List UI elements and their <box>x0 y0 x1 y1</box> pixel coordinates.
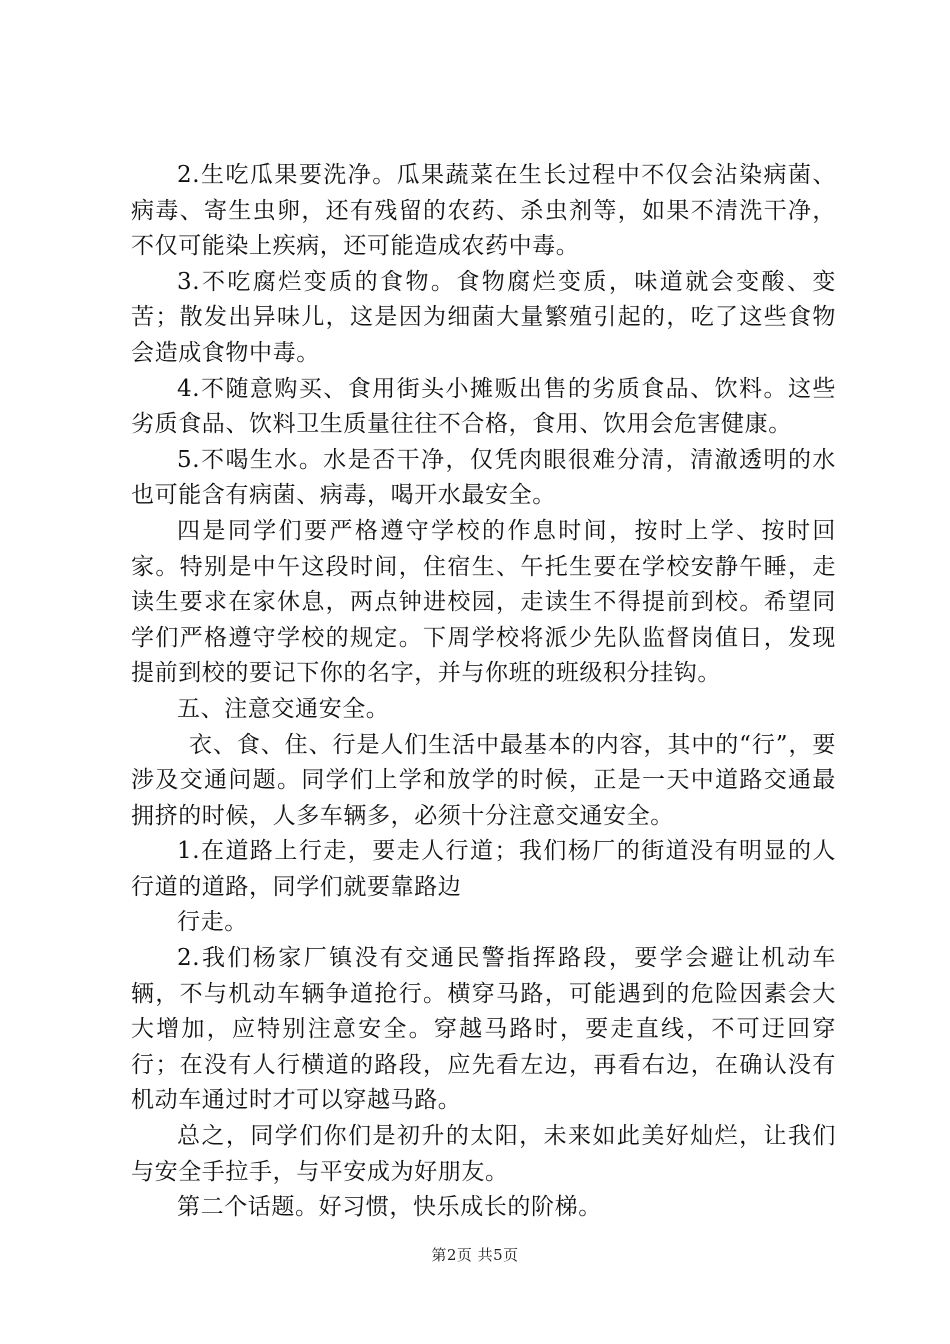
section-heading-traffic-safety: 五、注意交通安全。 <box>177 695 390 722</box>
paragraph-street-food: 4.不随意购买、食用街头小摊贩出售的劣质食品、饮料。这些劣质食品、饮料卫生质量往往不合格，食用、饮用会危害健康。 <box>131 375 836 438</box>
paragraph-raw-fruit: 2.生吃瓜果要洗净。瓜果蔬菜在生长过程中不仅会沾染病菌、病毒、寄生虫卵，还有残留的农药、杀虫剂等，如果不清洗干净，不仅可能染上疾病，还可能造成农药中毒。 <box>131 162 836 260</box>
paragraph-raw-water: 5.不喝生水。水是否干净，仅凭肉眼很难分清，清澈透明的水也可能含有病菌、病毒，喝开水最安全。 <box>131 446 836 509</box>
paragraph-sidewalk: 1.在道路上行走，要走人行道；我们杨厂的街道没有明显的人行道的道路，同学们就要靠路边 <box>131 838 836 900</box>
document-body <box>131 158 836 1226</box>
paragraph-conclusion: 总之，同学们你们是初升的太阳，未来如此美好灿烂，让我们与安全手拉手，与平安成为好朋友。 <box>131 1123 836 1185</box>
paragraph-sidewalk-continued: 行走。 <box>177 909 248 936</box>
paragraph-second-topic: 第二个话题。好习惯，快乐成长的阶梯。 <box>177 1194 602 1221</box>
paragraph-crossing-road: 2.我们杨家厂镇没有交通民警指挥路段，要学会避让机动车辆，不与机动车辆争道抢行。横穿马路，可能遇到的危险因素会大大增加，应特别注意安全。穿越马路时，要走直线，不可迂回穿行；在没有人行横道的路段，应先看左边，再看右边，在确认没有机动车通过时才可以穿越马路。 <box>131 945 836 1114</box>
paragraph-spoiled-food: 3.不吃腐烂变质的食物。食物腐烂变质，味道就会变酸、变苦；散发出异味儿，这是因为细菌大量繁殖引起的，吃了这些食物会造成食物中毒。 <box>131 268 836 366</box>
paragraph-traffic-intro: 衣、食、住、行是人们生活中最基本的内容，其中的“行”，要涉及交通问题。同学们上学和放学的时候，正是一天中道路交通最拥挤的时候，人多车辆多，必须十分注意交通安全。 <box>131 731 836 829</box>
page-number-footer: 第2页 共5页 <box>431 1246 519 1264</box>
paragraph-school-schedule: 四是同学们要严格遵守学校的作息时间，按时上学、按时回家。特别是中午这段时间，住宿生、午托生要在学校安静午睡，走读生要求在家休息，两点钟进校园，走读生不得提前到校。希望同学们严格遵守学校的规定。下周学校将派少先队监督岗值日，发现提前到校的要记下你的名字，并与你班的班级积分挂钩。 <box>131 517 836 687</box>
